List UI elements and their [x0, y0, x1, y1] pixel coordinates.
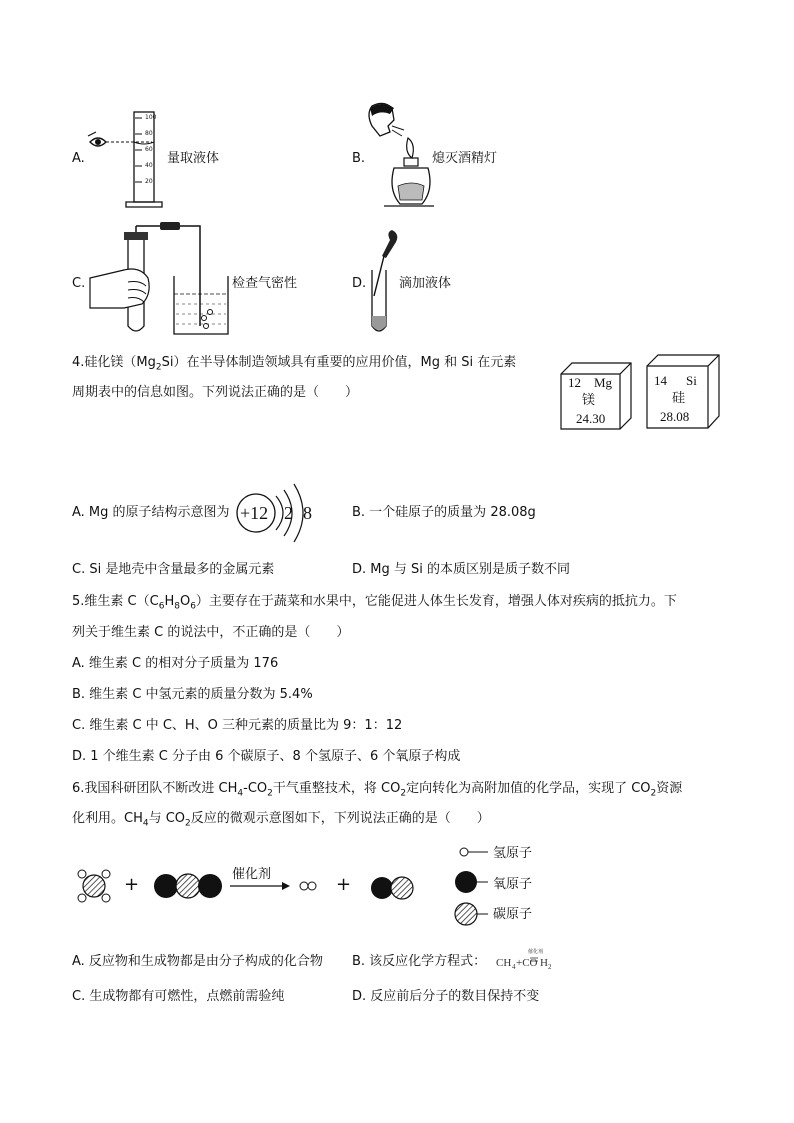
carbon-dioxide-molecule — [154, 874, 222, 898]
option-c: C. Si 是地壳中含量最多的金属元素 — [72, 562, 275, 577]
option-a: A. 维生素 C 的相对分子质量为 176 — [72, 656, 279, 671]
svg-text:H: H — [540, 957, 548, 969]
option-letter: A. — [72, 151, 85, 166]
element-card-si — [646, 354, 718, 428]
graduated-cylinder-figure — [86, 110, 166, 212]
option-letter: D. — [352, 276, 367, 291]
atomic-number: 12 — [568, 375, 581, 390]
option-caption: 滴加液体 — [399, 276, 452, 291]
legend-hydrogen-atom — [460, 848, 488, 856]
option-b: B. 该反应化学方程式： — [352, 954, 487, 969]
dropper-figure — [366, 228, 402, 338]
question-stem-line2: 化利用。$CH_4$与 $CO_2$反应的微观示意图如下，下列说法正确的是（ ） — [72, 811, 490, 829]
question-stem: 4.硅化镁$(Mg_2Si)$在半导体制造领域具有重要的应用价值，Mg 和 Si 在元素 — [72, 355, 517, 373]
option-a: A. Mg 的原子结构示意图为 — [72, 505, 230, 520]
option-a: A. 反应物和生成物都是由分子构成的化合物 — [72, 954, 323, 969]
element-symbol: Si — [686, 373, 697, 388]
tick-label: 40 — [145, 162, 153, 169]
element-card-mg — [560, 362, 630, 430]
option-d: D. 1 个维生素 C 分子由 6 个碳原子、8 个氢原子、6 个氧原子构成 — [72, 749, 461, 764]
atomic-structure-diagram — [236, 478, 326, 548]
atomic-mass: 24.30 — [576, 411, 606, 426]
svg-text:2: 2 — [548, 963, 552, 971]
chemical-equation-image — [494, 944, 556, 974]
catalyst-label: 催化剂 — [232, 867, 272, 882]
atomic-mass: 28.08 — [660, 409, 690, 424]
option-c: C. 生成物都有可燃性，点燃前需验纯 — [72, 989, 285, 1004]
plus-sign: + — [336, 874, 352, 895]
question-stem: 6.我国科研团队不断改进 $CH_4-CO_2$干气重整技术，将 $CO_2$定向转化为高附加值的化学品，实现了 $CO_2$资源 — [72, 781, 683, 799]
legend-oxygen-atom — [455, 871, 488, 893]
svg-text:4: 4 — [512, 963, 516, 971]
alcohol-lamp-figure — [362, 100, 434, 212]
question-stem: 5.维生素 $C(C_6H_8O_6)$主要存在于蔬菜和水果中，它能促进人体生长发育，增强人体对疾病的抵抗力。下 — [72, 594, 677, 612]
option-d: D. 反应前后分子的数目保持不变 — [352, 989, 540, 1004]
tick-label: 60 — [145, 146, 153, 153]
plus-sign: + — [124, 874, 140, 895]
svg-text:+CO: +CO — [516, 957, 538, 969]
legend-label: 氢原子 — [493, 846, 533, 861]
option-letter: B. — [352, 151, 366, 166]
svg-text:CH: CH — [496, 957, 512, 969]
option-c: C. 维生素 C 中 C、H、O 三种元素的质量比为 9：1：12 — [72, 718, 403, 733]
element-name: 镁 — [582, 393, 596, 408]
legend-carbon-atom — [455, 903, 488, 925]
legend-label: 碳原子 — [493, 907, 533, 922]
option-caption: 熄灭酒精灯 — [432, 151, 498, 166]
option-caption: 检查气密性 — [232, 276, 298, 291]
carbon-monoxide-molecule — [371, 877, 413, 899]
tick-label: 20 — [145, 178, 153, 185]
hydrogen-molecule — [300, 882, 316, 890]
option-caption: 量取液体 — [167, 151, 220, 166]
option-d: D. Mg 与 Si 的本质区别是质子数不同 — [352, 562, 571, 577]
shell-electrons-2: 8 — [303, 503, 312, 523]
atomic-number: 14 — [654, 373, 667, 388]
element-name: 硅 — [672, 391, 686, 406]
shell-electrons-1: 2 — [284, 503, 293, 523]
legend-label: 氧原子 — [493, 877, 533, 892]
question-stem-line2: 周期表中的信息如图。下列说法正确的是（ ） — [72, 385, 359, 400]
nucleus-charge: +12 — [240, 503, 269, 523]
option-letter: C. — [72, 276, 86, 291]
airtightness-check-figure — [88, 222, 234, 340]
tick-label: 100 — [145, 114, 157, 121]
methane-molecule — [78, 870, 110, 902]
option-b: B. 维生素 C 中氢元素的质量分数为 5.4% — [72, 687, 313, 702]
question-stem-line2: 列关于维生素 C 的说法中，不正确的是（ ） — [72, 625, 350, 640]
element-symbol: Mg — [594, 375, 613, 390]
svg-text:催化剂: 催化剂 — [528, 949, 544, 955]
option-b: B. 一个硅原子的质量为 28.08g — [352, 505, 536, 520]
tick-label: 80 — [145, 130, 153, 137]
